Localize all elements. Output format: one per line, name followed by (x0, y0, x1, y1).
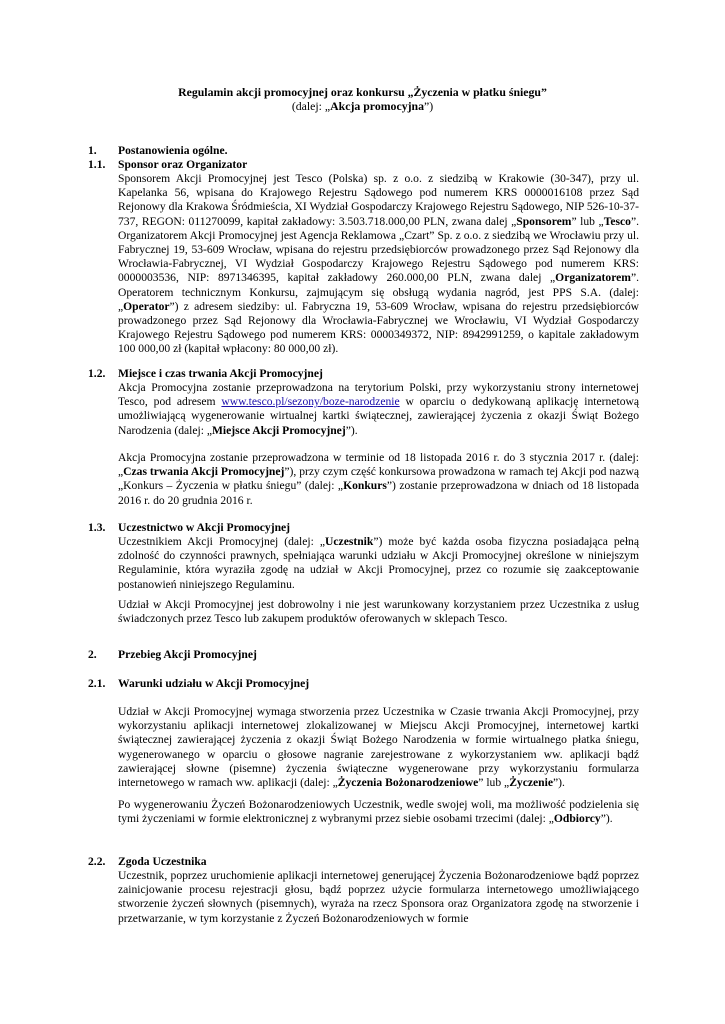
section-1-3-paragraph-1: Uczestnikiem Akcji Promocyjnej (dalej: „Uczestnik”) może być każda osoba fizyczna posiadająca pełną zdolność do czynności prawnych, spełniająca warunki udziału w Akcji Promocyjnej określone w niniejszym Regulaminie, która wyraziła zgodę na udział w Akcji Promocyjnej, przez co rozumie się zaakceptowanie postanowień niniejszego Regulaminu. (118, 535, 639, 591)
section-1-2-paragraph-1: Akcja Promocyjna zostanie przeprowadzona na terytorium Polski, przy wykorzystaniu strony internetowej Tesco, pod adresem www.tesco.pl/sezony/boze-narodzenie w oparciu o dedykowaną aplikację internetową umożliwiającą wygenerowanie wirtualnej kartki świątecznej, zawierającej życzenia z okazji Świąt Bożego Narodzenia (dalej: „Miejsce Akcji Promocyjnej”). (118, 381, 640, 437)
tesco-link[interactable]: www.tesco.pl/sezony/boze-narodzenie (221, 395, 400, 409)
section-1-3-paragraph-2: Udział w Akcji Promocyjnej jest dobrowolny i nie jest warunkowany korzystaniem przez Uczestnika z usług świadczonych przez Tesco lub zakupem produktów oferowanych w sklepach Tesco. (118, 598, 639, 626)
section-2-2-heading: Zgoda Uczestnika (118, 855, 207, 868)
section-1-number: 1. (88, 144, 97, 157)
section-1-1-paragraph: Sponsorem Akcji Promocyjnej jest Tesco (Polska) sp. z o.o. z siedzibą w Krakowie (30-347), przy ul. Kapelanka 56, wpisana do Krajowego Rejestru Sądowego pod numerem KRS 0000016108 przez Sąd Rejonowy dla Krakowa Śródmieścia, XI Wydział Gospodarczy Krajowego Rejestru Sądowego, NIP 526-10-37-737, REGON: 011270099, kapitał zakładowy: 3.503.718.000,00 PLN, zwana dalej „Sponsorem” lub „Tesco”. Organizatorem Akcji Promocyjnej jest Agencja Reklamowa „Czart” Sp. z o.o. z siedzibą we Wrocławiu przy ul. Fabrycznej 19, 53-609 Wrocław, wpisana do rejestru przedsiębiorców prowadzonego przez Sąd Rejonowy dla Wrocławia-Fabrycznej, VI Wydział Gospodarczy Krajowego Rejestru Sądowego pod numerem KRS: 0000003536, NIP: 8971346395, kapitał zakładowy 260.000,00 PLN, zwana dalej „Organizatorem”. Operatorem technicznym Konkursu, zajmującym się obsługą wydania nagród, jest PPS S.A. (dalej: „Operator”) z adresem siedziby: ul. Fabryczna 19, 53-609 Wrocław, wpisana do rejestru przedsiębiorców prowadzonego przez Sąd Rejonowy dla Wrocławia-Fabrycznej we Wrocławiu, VI Wydział Gospodarczy Krajowego Rejestru Sądowego pod numerem KRS: 0000349372, NIP: 8942991259, o kapitale zakładowym 100 000,00 zł (kapitał wpłacony: 80 000,00 zł). (118, 172, 640, 356)
document-title: Regulamin akcji promocyjnej oraz konkursu „Życzenia w płatku śniegu” (178, 85, 547, 99)
section-2-1-heading: Warunki udziału w Akcji Promocyjnej (118, 677, 310, 690)
section-1-1-heading: Sponsor oraz Organizator (118, 158, 248, 171)
section-2-1-paragraph-1: Udział w Akcji Promocyjnej wymaga stworzenia przez Uczestnika w Czasie trwania Akcji Promocyjnej, przy wykorzystaniu aplikacji internetowej zlokalizowanej w Miejscu Akcji Promocyjnej, internetowej kartki świątecznej zawierającej życzenia z okazji Świąt Bożego Narodzenia w formie wirtualnego płatka śniegu, wygenerowanego w oparciu o głosowe nagranie zarejestrowane z wykorzystaniem ww. aplikacji bądź zawierającej słowne (pisemne) życzenia świąteczne wygenerowane przy wykorzystaniu formularza internetowego w ramach ww. aplikacji (dalej: „Życzenia Bożonarodzeniowe” lub „Życzenie”). (118, 705, 639, 790)
section-2-number: 2. (88, 648, 97, 661)
section-2-1-number: 2.1. (88, 677, 106, 690)
section-2-heading: Przebieg Akcji Promocyjnej (118, 648, 257, 661)
section-1-3-heading: Uczestnictwo w Akcji Promocyjnej (118, 521, 291, 534)
section-1-2-number: 1.2. (88, 367, 106, 380)
section-2-1-paragraph-2: Po wygenerowaniu Życzeń Bożonarodzeniowych Uczestnik, wedle swojej woli, ma możliwość podzielenia się tymi życzeniami w formie elektronicznej z wybranymi przez siebie osobami trzecimi (dalej: „Odbiorcy”). (118, 798, 639, 826)
section-2-2-paragraph: Uczestnik, poprzez uruchomienie aplikacji internetowej generującej Życzenia Bożonarodzeniowe bądź poprzez zainicjowanie procesu rejestracji głosu, bądź poprzez użycie formularza internetowego umożliwiającego stworzenie życzeń słownych (pisemnych), wyraża na rzecz Sponsora oraz Organizatora zgodę na stworzenie i przetwarzanie, w tym korzystanie z Życzeń Bożonarodzeniowych w formie (118, 869, 639, 925)
section-1-1-number: 1.1. (88, 158, 106, 171)
section-1-2-heading: Miejsce i czas trwania Akcji Promocyjnej (118, 367, 323, 380)
section-1-3-number: 1.3. (88, 521, 106, 534)
section-1-2-paragraph-2: Akcja Promocyjna zostanie przeprowadzona w terminie od 18 listopada 2016 r. do 3 stycznia 2017 r. (dalej: „Czas trwania Akcji Promocyjnej”), przy czym część konkursowa prowadzona w ramach tej Akcji pod nazwą „Konkurs – Życzenia w płatku śniegu” (dalej: „Konkurs”) zostanie przeprowadzona w dniach od 18 listopada 2016 r. do 20 grudnia 2016 r. (118, 451, 640, 507)
document-subtitle: (dalej: „Akcja promocyjna”) (291, 99, 434, 113)
section-1-heading: Postanowienia ogólne. (118, 144, 228, 157)
section-2-2-number: 2.2. (88, 855, 106, 868)
